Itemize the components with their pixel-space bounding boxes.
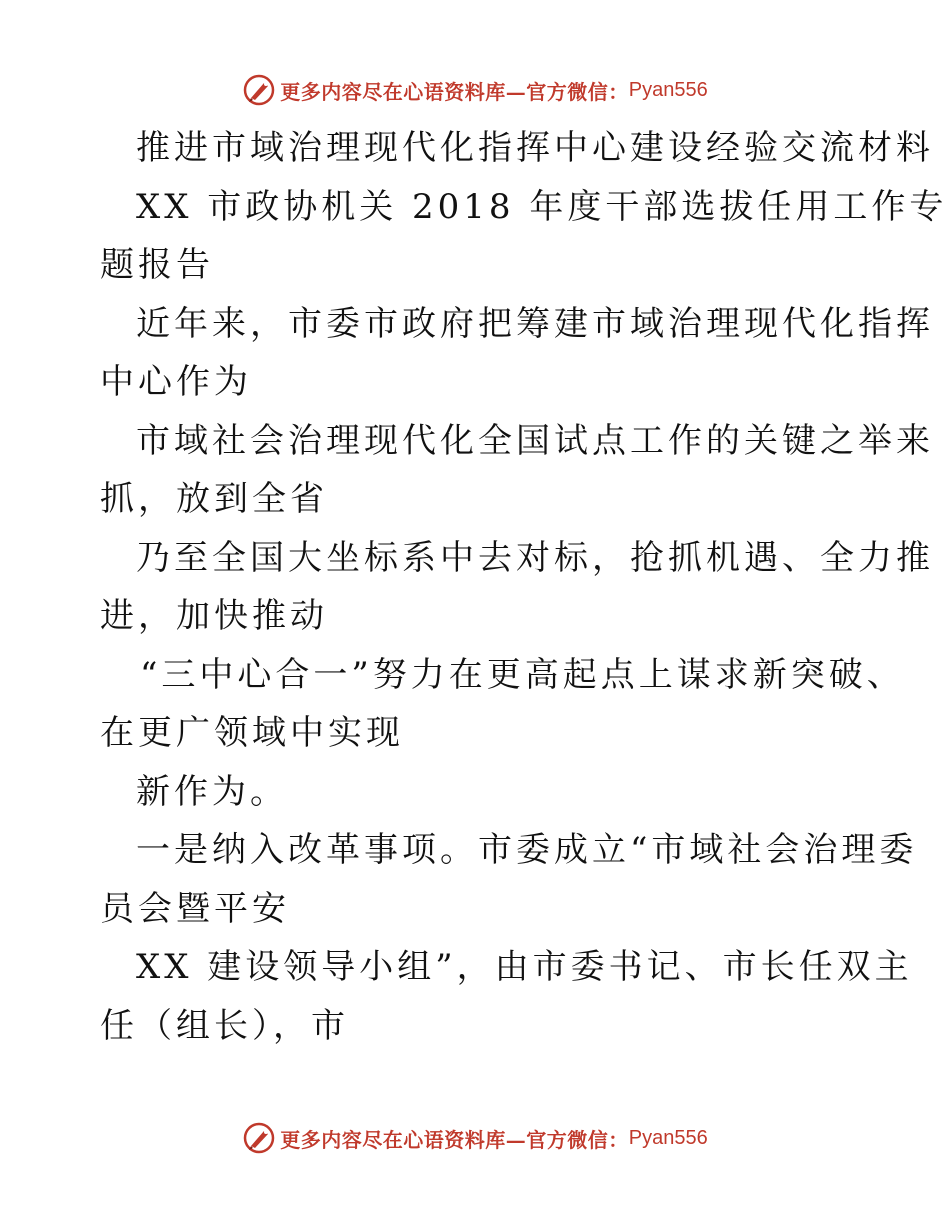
paragraph-line: “三中心合一”努力在更高起点上谋求新突破、 (140, 654, 905, 695)
paragraph-line: XX 建设领导小组”，由市委书记、市长任双主 (136, 947, 913, 987)
banner-text: 更多内容尽在心语资料库—官方微信： (280, 1127, 629, 1152)
paragraph-line: 进，加快推动 (100, 596, 328, 636)
document-body (100, 119, 948, 1055)
paragraph-line: 近年来，市委市政府把筹建市域治理现代化指挥 (136, 303, 934, 344)
footer-banner (0, 1118, 950, 1158)
paragraph-line: 乃至全国大坐标系中去对标，抢抓机遇、全力推 (136, 537, 934, 578)
paragraph-line: 一是纳入改革事项。市委成立“市域社会治理委 (136, 830, 918, 870)
banner-text: 更多内容尽在心语资料库—官方微信： (280, 79, 629, 104)
document-title: 推进市域治理现代化指挥中心建设经验交流材料 (136, 128, 934, 168)
document-subtitle-line: 题报告 (100, 245, 214, 285)
paragraph-line: 任（组长），市 (100, 1005, 349, 1046)
paragraph-line: 中心作为 (100, 362, 252, 402)
paragraph-line: 抓，放到全省 (100, 479, 328, 519)
header-banner (0, 70, 950, 110)
banner-wechat-id: Pyan556 (628, 1126, 708, 1149)
paragraph-line: 新作为。 (136, 771, 288, 812)
document-subtitle-line: XX 市政协机关 2018 年度干部选拔任用工作专 (136, 186, 948, 227)
banner-wechat-id: Pyan556 (628, 78, 708, 101)
paragraph-line: 在更广领域中实现 (100, 713, 404, 753)
pen-logo-icon (242, 73, 276, 107)
pen-logo-icon (242, 1121, 276, 1155)
paragraph-line: 市域社会治理现代化全国试点工作的关键之举来 (136, 420, 934, 461)
paragraph-line: 员会暨平安 (100, 888, 290, 929)
